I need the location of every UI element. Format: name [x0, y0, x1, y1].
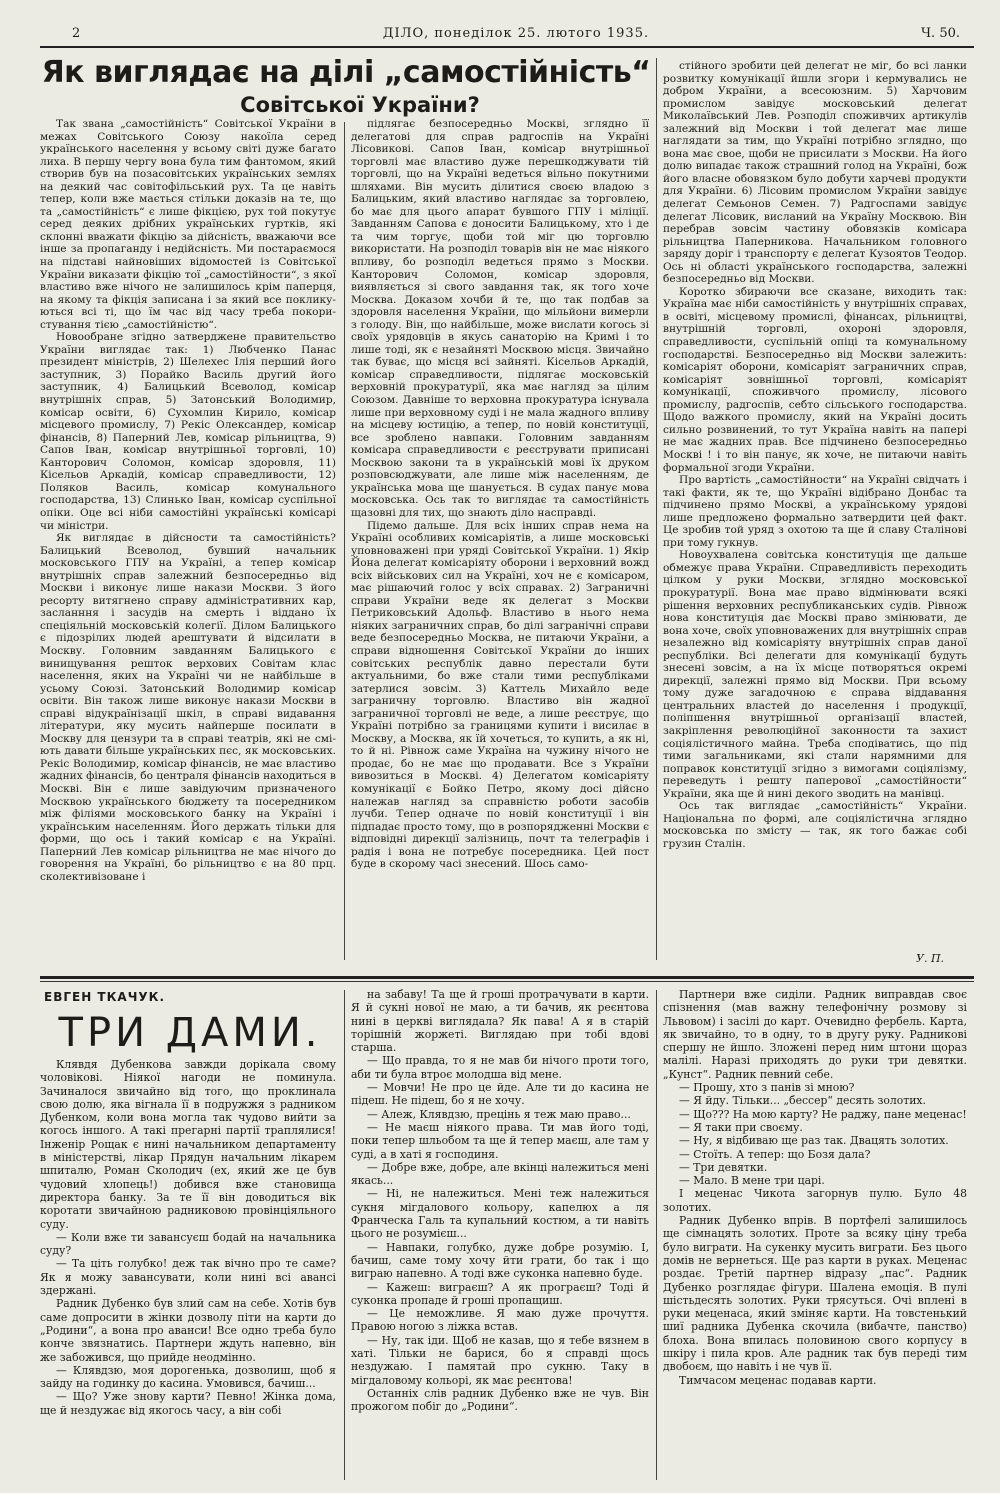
masthead-title: ДІЛО, понеділок 25. лютого 1935. [382, 26, 650, 41]
story-column-1 [40, 1058, 336, 1483]
paragraph: Як виглядає в дійсности та самостійність? Балицький Всеволод, бувший начальник московського ГПУ на Україні, а тепер комісар внутрішніх справ залежний безпосередньо від Москви і виконує лише накази Москви. З його ресорту витягнено справу адміністративних кар, засланння і засудів на смерть і віддано їх спеціяльній московській колегії. Ділом Балицького є підозрілих людей арештувати й відсилати в Москву. Головним завданням Балицького є винищування решток верхових Совітам клас населення, яких на Україні чи не найбільше в усьому Союзі. Затонський Володимир комісар освіти. Він також лише виконує накази Москви в справі відукраїнізації шкіл, в справі видавання літератури, яку мусить найперше посилати в Москву для цензури та в справі театрів, які не сміють давати більше українських пєс, як московських. Рекіс Володимир, комісар фінансів, не має властиво жадних фінансів, бо централя фінансів находиться в Москві. Він є лише завідуючим призначеного Москвою українського бюджету та посередником між філіями московського банку на Україні і українським населенням. Його держать тільки для форми, що ось і такий комісар є на Україні. Паперний Лев комісар рільництва не має нічого до говорення на Україні, бо рільництво є на 80 прц. сколективізоване і [40, 532, 336, 883]
paragraph: — Я таки при своєму. [679, 1120, 803, 1134]
paragraph: — Що? Уже знову карти? Певно! Жінка дома, ще й нездужає від якогось часу, а він собі [40, 1390, 336, 1417]
paragraph: Про вартість „самостійности“ на Україні свідчать і такі факти, як те, що Україні відібрано Донбас та підчинено прямо Москві, а українському урядові лише предложено формально затвердити цей факт. Це зробив той уряд з охотою та ще й славу Сталінові при тому гукнув. [663, 474, 967, 549]
paragraph: — Я йду. Тільки... „бессер“ десять золотих. [679, 1094, 926, 1108]
page-number: 2 [72, 26, 81, 41]
paragraph: Підемо дальше. Для всіх інших справ нема на Україні особливих комісаріятів, а лише московські уповноважені при уряді Совітської України. 1) Якір Йона делегат комісаріяту оборони і верховний вожд всіх військових сил на Україні, хоч не є комісаром, має рішаючий голос у всіх справах. 2) Заграничні справи України веде як делегат з Москви Петриковський Адольф. Властиво в нього нема ніяких заграничних справ, бо ділі загранічні справи веде безпосередньо Москва, не питаючи України, а справи відношення Совітської України до інших совітських республік давно перестали бути актуальними, бо вже стали тими республіками затерлися зовсім. 3) Каттель Михайло веде заграничну торговлю. Властиво він жадної заграничної торговлі не веде, а лише реєструє, що Україні потрібно за границями купити і висилає в Москву, а Москва, як їй хочеться, то купить, а як ні, то й ні. Рівнож саме Україна на чужину нічого не продає, бо не має що продавати. Все з України вивозиться в Москві. 4) Делегатом комісаріяту комунікації є Бойко Петро, якому досі дійсно належав нагляд за справністю роботи засобів лучби. Тепер одначе по новій конституції і він підпадає просто тому, що в розпорядженні Москви є відповідні дирекції залізниць, почт та телеграфів і радія і вона не потребує посередника. Цей пост буде в скорому часі знесений. Шось само- [351, 519, 649, 871]
paragraph: — Стоїть. А тепер: що Бозя дала? [679, 1147, 871, 1161]
paragraph: — Це неможливе. Я маю дуже прочуття. Правою ногою з ліжка встав. [351, 1307, 649, 1334]
paragraph: Партнери вже сиділи. Радник виправдав своє спізнення (мав важну телефонічну розмову зі Львовом) і засілі до карт. Очевидно фербель. Карта, як звичайно, то в одну, то в другу руку. Радникові спершу не йшло. Зложені перед ним штони щораз малілі. Наразі приходять до руки три девятки. „Кунст“. Радник певний себе. [663, 988, 967, 1081]
paragraph: — Алеж, Клявдзю, прецінь я теж маю право... [367, 1107, 631, 1121]
article-column-1 [40, 118, 336, 963]
paragraph: — Що??? На мою карту? Не раджу, пане меценас! [679, 1107, 967, 1121]
article-signature: У. П. [916, 952, 945, 965]
column-divider [344, 990, 345, 1480]
paragraph: І меценас Чикота загорнув пулю. Було 48 золотих. [663, 1187, 967, 1214]
paragraph: Новообране згідно затверджене правительство України виглядає так: 1) Любченко Панас президент міністрів, 2) Шелехес Ілія перший його заступник, 3) Порайко Василь другий його заступник, 4) Балицький Всеволод, комісар внутрішніх справ, 5) Затонський Володимир, комісар освіти, 6) Сухомлин Кирило, комісар місцевого промислу, 7) Рекіс Олександер, комісар фінансів, 8) Паперний Лев, комісар рільництва, 9) Сапов Іван, комісар внутрішньої торговлі, 10) Канторович Соломон, комісар здоровля, 11) Кісельов Аркадій, комісар справедливости, 12) Поляков Василь, комісар комунального господарства, 13) Слинько Іван, комісар суспільної опіки. Оце всі ніби самостійні українські комісарі чи міністри. [40, 331, 336, 532]
paragraph: Радник Дубенко впрів. В портфелі залишилось ще сімнацять золотих. Проте за всяку ціну треба було виграти. На сукенку мусить виграти. Без цього домів не вернеться. Ще раз карти в руках. Меценас роздає. Третій партнер відразу „пас“. Радник Дубенко розглядає фігури. Шалена емоція. В пулі шістьдесять золотих. Руки трясуться. Очі вплені в руки меценаса, який зміняє карти. На товстенький шиї радника Дубенка скочила (вибачте, панство) блоха. Вона впилась половиною свого корпусу в шкіру і пила кров. Але радник так був переді тим двобоєм, що навіть і не чув її. [663, 1214, 967, 1374]
paragraph: Новоухвалена совітська конституція ще дальше обмежує права України. Справедливість переходить цілком у руки Москви, зглядно московської прокуратурії. Вона має право відмінювати всякі рішення верховних республиканських судів. Рівнож нова конституція дає Москві право змінювати, де вона хоче, своїх уповноважених для внутрішніх справ незалежно від комісаріяту внутрішніх справ даної республіки. Всі делегати для комунікації будуть знесені зовсім, а на їх місце потворяться окремі дирекції, залежні прямо від Москви. При всьому тому дуже загадочною є справа віддавання центральних властей до населення і продукції, поліпшення внутрішньої організації властей, закріплення революційної законности та захист соціялістичного майна. Треба сподіватись, що під тими загальниками, які стали нарямними для поправок конституції згідно з вимогами соціялізму, переведуть і решту паперової „самостійности“ України, яка ще й нині декого зводить на манівці. [663, 549, 967, 800]
paragraph: Тимчасом меценас подавав карти. [679, 1373, 877, 1387]
section-rule-thin [40, 981, 974, 982]
article-headline: Як виглядає на ділі „самостійність“ [41, 55, 651, 90]
paragraph: — Кажеш: виграєш? А як програєш? Тоді й суконка пропаде й гроші пропащиш. [351, 1280, 649, 1307]
paragraph: Ось так виглядає „самостійність“ України. Національна по формі, але соціялістична зглядно московська по змісту — так, як того бажає собі грузин Сталін. [663, 800, 967, 850]
paragraph: стійного зробити цей делегат не міг, бо всі ланки розвитку комунікації йшли згори і кермувались не добром України, а всесоюзним. 5) Харчовим промислом завідує московський делегат Миколаївський Лев. Розподіл споживчих артикулів залежний від Москви і той делегат має лише наглядати за тим, що Україні потрібно зглядно, що вона має свое, щоби не присилати з Москви. На його долю випадає також страшний голод на Україні, бож його власне обовязком було добути харчеві продукти для України. 6) Лісовим промислом України завідує делегат Семьонов Семен. 7) Радгоспами завідує делегат Лісовик, висланий на Україну Москвою. Він перебрав зовсім частину обовязків комісара рільництва Паперникова. Начальником головного заряду доріг і транспорту є делегат Кузоятов Теодор. Ось ні області українського господарства, залежні безпосередньо від Москви. [663, 60, 967, 286]
story-column-2 [351, 988, 649, 1483]
issue-number: Ч. 50. [921, 26, 960, 41]
paragraph: — Не маєш ніякого права. Ти мав його тоді, поки тепер шльобом та ще й тепер маєш, але там у суді, а в хаті я господиня. [351, 1120, 649, 1161]
paragraph: — Ну, я відбиваю ще раз так. Двацять золотих. [679, 1134, 949, 1148]
paragraph: — Коли вже ти завансуєш бодай на начальника суду? [40, 1230, 336, 1258]
paragraph: — Мовчи! Не про це йде. Але ти до касина не підеш. Не підеш, бо я не хочу. [351, 1081, 649, 1108]
paragraph: на забаву! Та ще й гроші протрачувати в карти. Я й сукні нової не маю, а ти бачив, як реєнтова нині в церкві виглядала? Як пава! А я в старій торішній жоржеті. Виглядаю при тобі вдові старша. [351, 988, 649, 1055]
paragraph: — Навпаки, голубко, дуже добре розумію. І, бачиш, саме тому хочу йти грати, бо так і що виграю напевно. А тоді вже суконка напевно буде. [351, 1240, 649, 1281]
column-divider [344, 122, 345, 960]
paragraph: — Ні, не належиться. Мені теж належиться сукня мігдалового кольору, капелюх а ля Франческа Галь та купальний костюм, а ти навіть цього не розумієш... [351, 1187, 649, 1241]
article-column-3 [663, 60, 967, 950]
paragraph: — Три девятки. [679, 1160, 768, 1174]
masthead-rule [40, 46, 974, 48]
paragraph: — Клявдзю, моя дорогенька, дозволиш, щоб я зайду на годинку до касина. Умовився, бачиш... [40, 1363, 336, 1391]
paragraph: Клявдя Дубенкова завжди дорікала свому чоловікові. Ніякої нагоди не поминула. Зачиналося звичайно від того, що проклинала свою долю, яка вігнала її в подружжя з радником Дубенком, коли вона могла так чудово вийти за когось іншого. А такі прегарні партії траплялися! Інженір Рощак є нині начальником департаменту в міністерстві, лікар Прядун начальним лікарем шпиталю, Роман Сколодич (ех, який же це був чудовий хлопець!) добився вже становища директора банку. За те її він доводиться вік коротати звичайною радниковою провінціяльного суду. [40, 1058, 336, 1231]
article-subheadline: Совітської України? [240, 93, 480, 117]
paragraph: Так звана „самостійність“ Совітської України в межах Совітського Союзу накоїла серед українського населення у всьому світі дуже багато лиха. В першу чергу вона була тим фантомом, який створив був на позасовітських українських землях на деякий час совітофільський рух. Та це навіть тепер, коли вже мається стільки доказів на те, що та „самостійність“ є лише фікцією, рух той покутує серед деяких дрібних українських гуртків, які склонні вважати фікцію за дійсність, вважаючи все інше за пропаганду і недійсність. Ми постараємося на підставі найновіших відомостей із Совітської України виказати фікцію тої „самостійности“, з якої властиво вже нічого не залишилось крім паперця, на якому та фікція записана і за який все покликуються всі ті, що їм час від часу треба покористування тією „самостійністю“. [40, 118, 336, 331]
paragraph: Останніх слів радник Дубенко вже не чув. Він прожогом побіг до „Родини“. [351, 1386, 649, 1414]
paragraph: — Ну, так іди. Щоб не казав, що я тебе вязнем в хаті. Тільки не барися, бо я справді щось нездужаю. І памятай про сукню. Таку в мігдаловому кольорі, як має реєнтова! [351, 1333, 649, 1387]
paragraph: підлягає безпосередньо Москві, зглядно її делегатові для справ радгоспів на Україні Лісовикові. Сапов Іван, комісар внутрішньої торговлі має властиво дуже перешкоджувати тій торговлі, що на Україні ведеться вільно покутними шляхами. Він мусить ділитися своєю владою з Балицьким, який властиво наглядає за торговлею, бо має для цього апарат бувшого ГПУ і міліції. Завданням Сапова є доносити Балицькому, хто і де та чим торгує, щоби той міг цю торговлю використати. На розподіл товарів він не має ніякого впливу, бо розподіл ведеться прямо з Москви. Канторович Соломон, комісар здоровля, виявляється зі свого завдання так, як того хоче Москва. Доказом хочби й те, що так подбав за здоровля населення України, що мільйони вимерли з голоду. Він, що найбільше, може вислати когось зі своїх урядовців в якусь санаторію на Кримі і то лише тоді, як є незайняті Москвою місця. Звичайно так буває, що місця всі зайняті. Кісельов Аркадій, комісар справедливости, підлягає московській верховній прокуратурії, яка має нагляд за цілим Союзом. Давніше то верховна прокуратура існувала лише при верховному суді і не мала жадного впливу на місцеву юстицію, а тепер, по новій конституції, все зроблено навпаки. Головним завданням комісара справедливости є реєструвати приписані Москвою закони та в українській мові їх друком розповсюджувати, але лише між населенням, де українська мова ще шанується. В судах панує мова московська. Ось так то виглядає та самостійність щазовні для тих, що знають діло насправді. [351, 118, 649, 519]
paragraph: — Мало. В мене три царі. [679, 1174, 825, 1188]
section-rule [40, 976, 974, 979]
paragraph: — Прошу, хто з панів зі мною? [679, 1081, 855, 1095]
story-author: ЕВГЕН ТКАЧУК. [44, 990, 166, 1004]
masthead [72, 26, 960, 46]
paragraph: Коротко збираючи все сказане, виходить так: Україна має ніби самостійність у внутрішніх справах, в освіті, місцевому промислі, фінансах, рільництві, внутрішній торговлі, охороні здоровля, справедливости, суспільній опіці та комунальному господарстві. Безпосередньо від Москви залежить: комісаріят оборони, комісаріят заграничних справ, комісаріят зовнішньої торговлі, комісаріят комунікації, споживчого промислу, лісового промислу, радгоспів, себто сільського господарства. Щодо важкого промислу, який на Україні досить сильно розвинений, то тут Україна навіть на папері не має жадних прав. Все підчинено безпосередньо Москві ! і то він панує, як хоче, не питаючи навіть формальної згоди України. [663, 285, 967, 474]
paragraph: Радник Дубенко був злий сам на себе. Хотів був саме допросити в жінки дозволу піти на карти до „Родини“, а вона про аванси! Все одно треба було конче звязнатись. Партнери ждуть напевно, він же забожився, що прийде неодмінно. [40, 1297, 336, 1364]
column-divider [656, 58, 657, 960]
paragraph: — Добре вже, добре, але вкінці належиться мені якась... [351, 1160, 649, 1188]
article-column-2 [351, 118, 649, 963]
paragraph: — Що правда, то я не мав би нічого проти того, аби ти була втроє молодша від мене. [351, 1054, 649, 1081]
story-title: ТРИ ДАМИ. [58, 1010, 322, 1056]
column-divider [656, 990, 657, 1480]
paragraph: — Та ціть голубко! деж так вічно про те саме? Як я можу завансувати, коли нині всі авансі здержані. [40, 1257, 336, 1298]
story-column-3 [663, 988, 967, 1483]
